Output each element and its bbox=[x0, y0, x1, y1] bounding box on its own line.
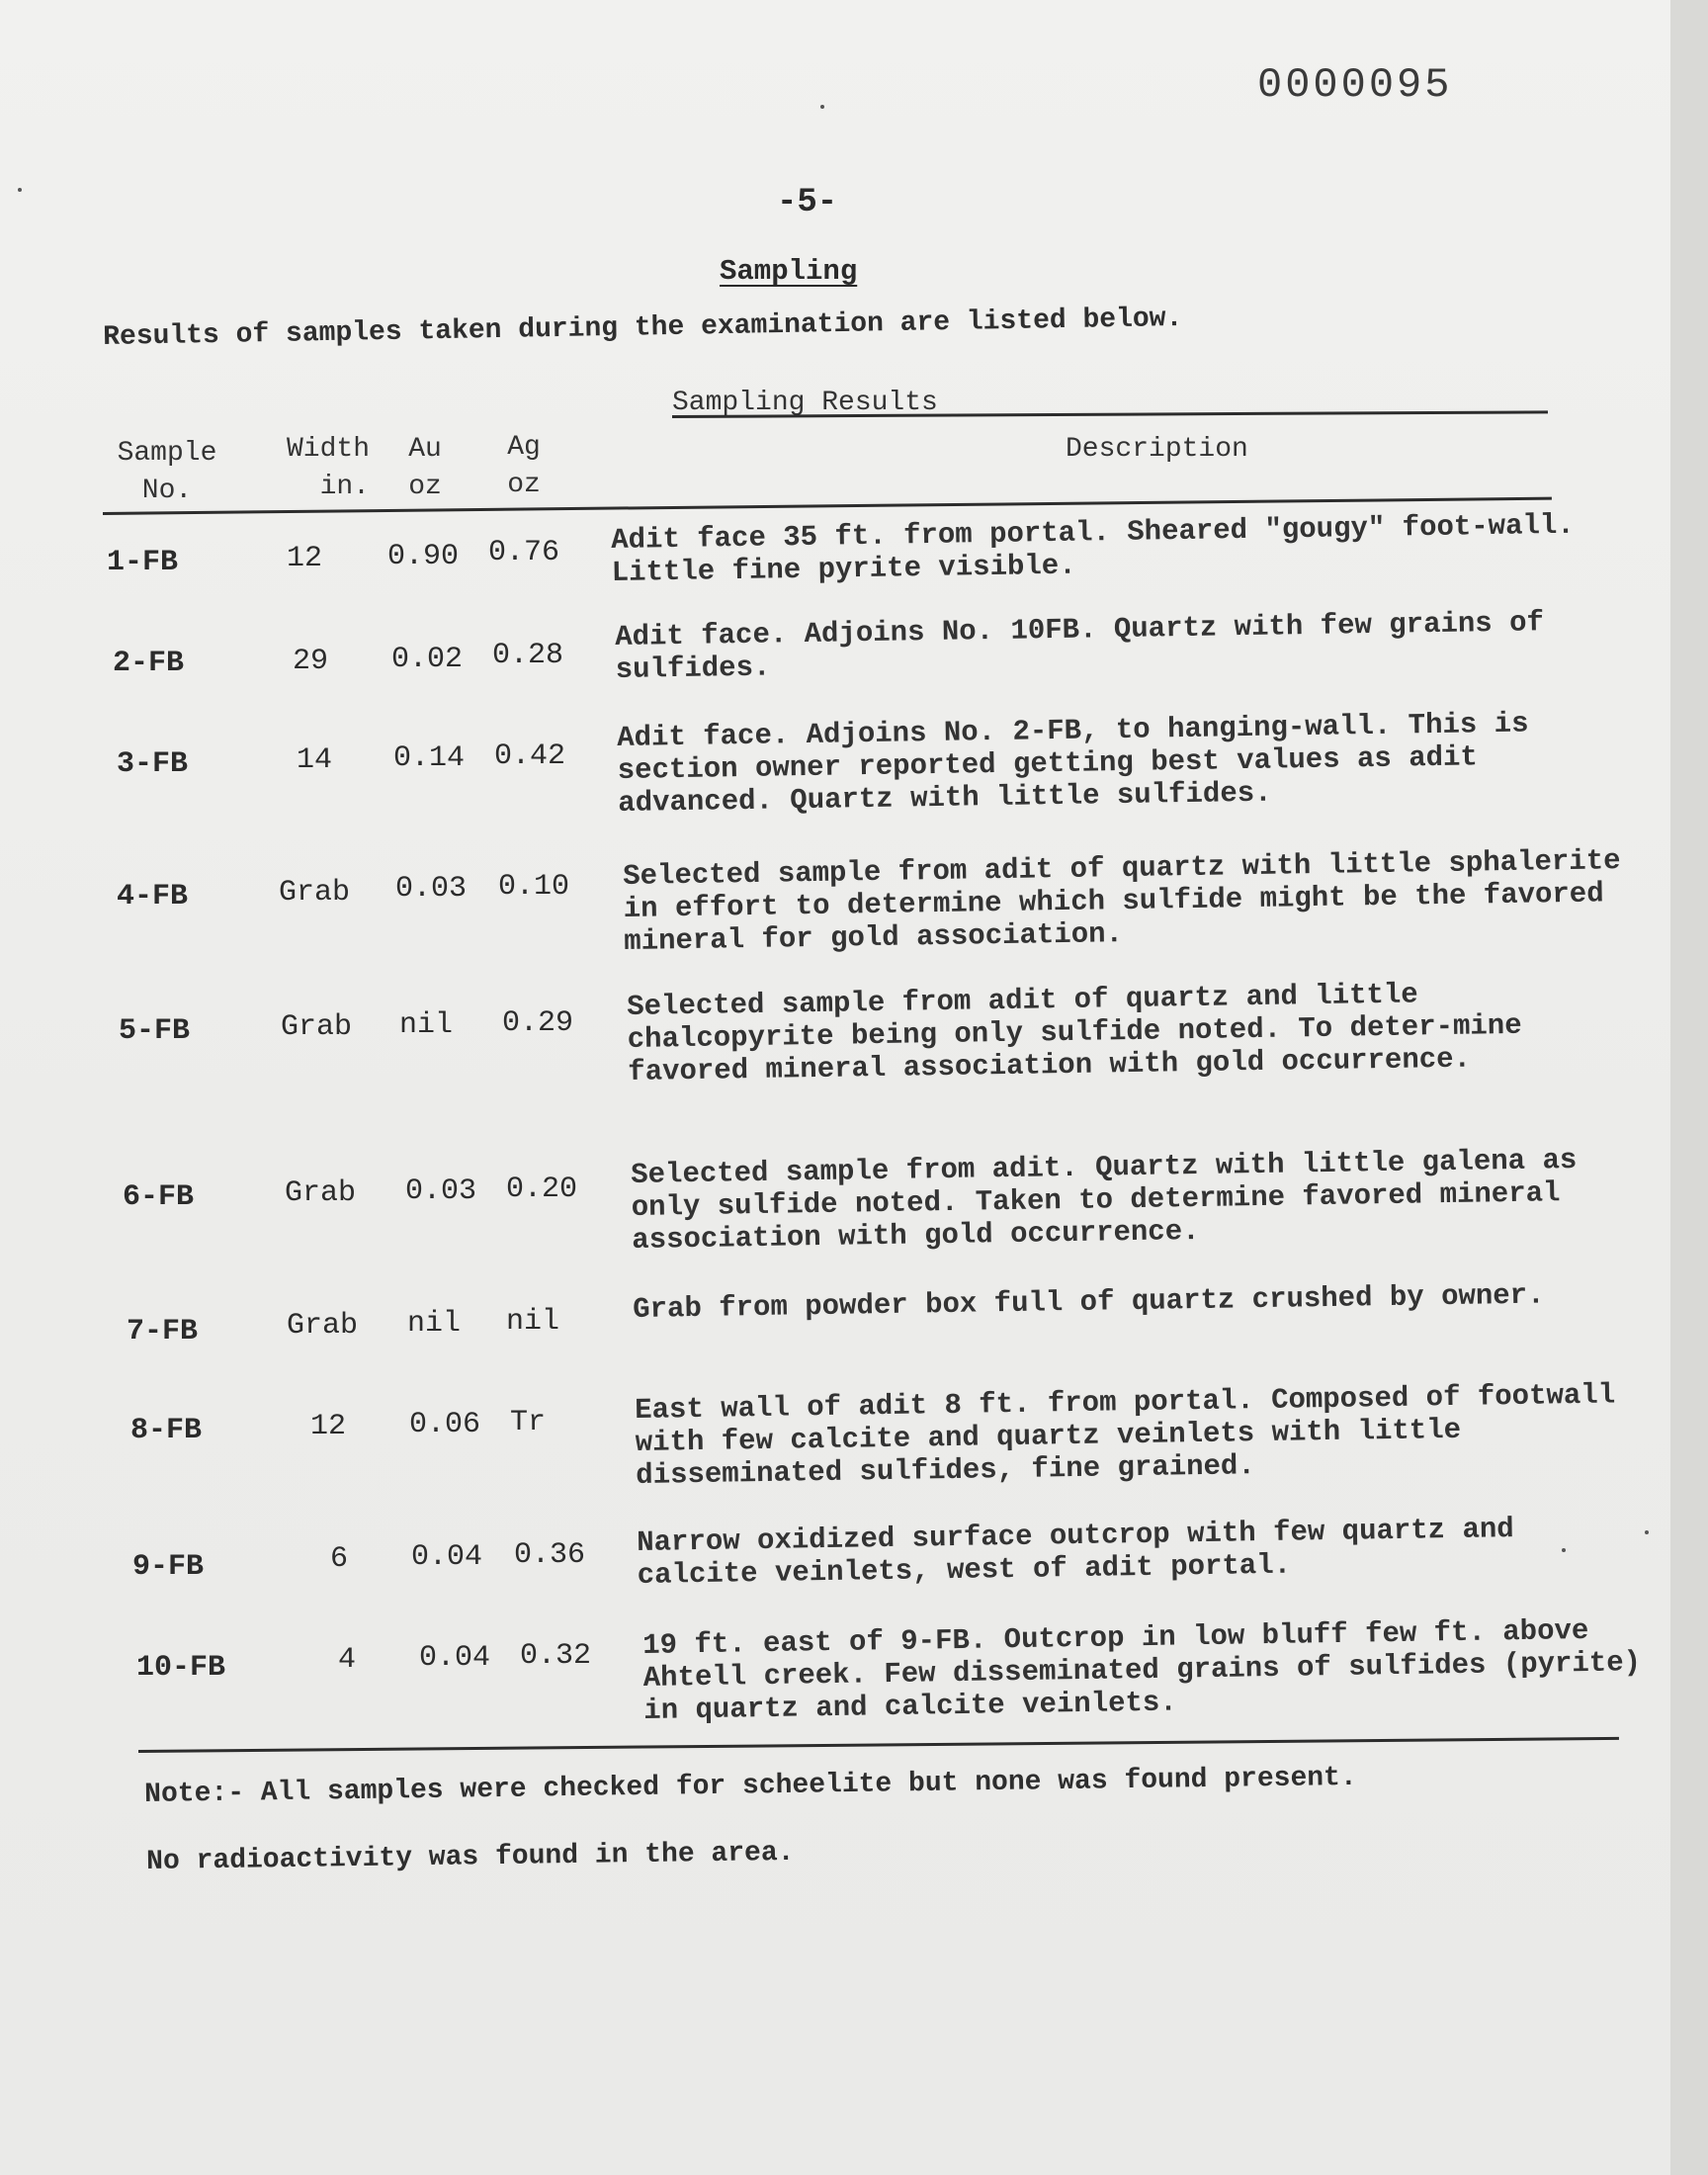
scan-speck bbox=[820, 105, 824, 109]
sample-width: 14 bbox=[297, 743, 333, 777]
header-description: Description bbox=[1066, 434, 1248, 465]
sample-description: Adit face. Adjoins No. 2-FB, to hanging-wall. This is section owner reported getting best values as adit advanced. Quartz with little sulfides. bbox=[617, 707, 1529, 820]
sample-number: 6-FB bbox=[123, 1180, 195, 1214]
sample-number: 4-FB bbox=[117, 880, 189, 914]
sample-number: 7-FB bbox=[127, 1315, 199, 1348]
scan-speck bbox=[18, 188, 22, 192]
sample-au: 0.90 bbox=[387, 540, 460, 573]
sample-ag: Tr bbox=[510, 1406, 547, 1439]
header-sample-line1: Sample bbox=[117, 438, 217, 469]
sample-ag: 0.32 bbox=[520, 1639, 592, 1673]
table-bottom-rule bbox=[138, 1737, 1619, 1753]
sample-width: 12 bbox=[310, 1410, 347, 1443]
sample-au: nil bbox=[407, 1307, 462, 1341]
sample-description: Adit face 35 ft. from portal. Sheared "gougy" foot-wall. Little fine pyrite visible. bbox=[611, 508, 1575, 589]
header-au-line2: oz bbox=[408, 472, 442, 502]
sample-width: Grab bbox=[285, 1176, 357, 1210]
document-number: 0000095 bbox=[1257, 61, 1453, 109]
sample-ag: 0.76 bbox=[488, 536, 560, 569]
header-width bbox=[261, 431, 370, 506]
sample-ag: 0.28 bbox=[492, 639, 564, 672]
scan-speck bbox=[1645, 1530, 1649, 1534]
sample-number: 2-FB bbox=[113, 647, 185, 680]
sample-ag: 0.42 bbox=[494, 740, 566, 773]
header-ag-line1: Ag bbox=[507, 432, 541, 463]
page-number: -5- bbox=[777, 184, 838, 221]
sample-description: Adit face. Adjoins No. 10FB. Quartz with few grains of sulfides. bbox=[615, 606, 1545, 686]
sample-number: 10-FB bbox=[136, 1651, 226, 1685]
sample-width: Grab bbox=[281, 1010, 353, 1044]
sample-au: 0.06 bbox=[409, 1408, 481, 1441]
header-width-line1: Width bbox=[286, 434, 370, 465]
header-ag-line2: oz bbox=[507, 470, 541, 500]
note-radioactivity: No radioactivity was found in the area. bbox=[146, 1837, 795, 1877]
sample-number: 3-FB bbox=[117, 747, 189, 781]
sample-number: 9-FB bbox=[132, 1550, 205, 1584]
header-sample-no bbox=[103, 435, 231, 510]
sample-description: Selected sample from adit of quartz with little sphalerite in effort to determine which sulfide might be the favored mineral for gold association. bbox=[623, 844, 1621, 958]
sample-description: Selected sample from adit. Quartz with little galena as only sulfide noted. Taken to determine favored mineral association with gold occurrence. bbox=[631, 1143, 1578, 1257]
sample-au: 0.14 bbox=[393, 741, 466, 775]
sample-au: 0.03 bbox=[405, 1174, 477, 1208]
sample-width: 29 bbox=[293, 645, 329, 678]
scan-edge bbox=[1670, 0, 1708, 2175]
sample-description: 19 ft. east of 9-FB. Outcrop in low bluff few ft. above Ahtell creek. Few disseminated grains of sulfides (pyrite) in quartz and calcite veinlets. bbox=[642, 1613, 1642, 1727]
sample-ag: 0.29 bbox=[502, 1006, 574, 1040]
sample-number: 5-FB bbox=[119, 1014, 191, 1048]
sample-width: 4 bbox=[338, 1643, 357, 1677]
sample-description: Narrow oxidized surface outcrop with few quartz and calcite veinlets, west of adit portal. bbox=[637, 1513, 1514, 1592]
sample-ag: 0.20 bbox=[506, 1173, 578, 1206]
sample-au: 0.02 bbox=[391, 643, 464, 676]
intro-text: Results of samples taken during the examination are listed below. bbox=[103, 303, 1183, 353]
sample-width: Grab bbox=[287, 1309, 359, 1343]
sample-ag: 0.10 bbox=[498, 870, 570, 904]
note-scheelite: Note:- All samples were checked for scheelite but none was found present. bbox=[144, 1762, 1357, 1810]
sample-width: 12 bbox=[287, 542, 323, 575]
header-ag bbox=[494, 429, 554, 504]
sample-number: 1-FB bbox=[107, 546, 179, 579]
sample-au: 0.04 bbox=[411, 1540, 483, 1574]
sample-ag: nil bbox=[506, 1305, 560, 1339]
sample-description: East wall of adit 8 ft. from portal. Composed of footwall with few calcite and quartz veinlets with little disseminated sulfides, fine grained. bbox=[635, 1378, 1616, 1492]
sample-au: 0.03 bbox=[395, 872, 468, 906]
header-au-line1: Au bbox=[408, 434, 442, 465]
sample-number: 8-FB bbox=[130, 1414, 203, 1447]
sample-width: Grab bbox=[279, 876, 351, 910]
sample-description: Grab from powder box full of quartz crushed by owner. bbox=[633, 1278, 1545, 1326]
sample-au: nil bbox=[399, 1008, 454, 1042]
sample-description: Selected sample from adit of quartz and little chalcopyrite being only sulfide noted. To deter-mine favored mineral association with gold occurrence. bbox=[627, 978, 1522, 1088]
table-title: Sampling Results bbox=[672, 388, 938, 418]
sample-ag: 0.36 bbox=[514, 1538, 586, 1572]
sample-width: 6 bbox=[330, 1542, 349, 1576]
section-heading: Sampling bbox=[720, 255, 858, 288]
header-width-line2: in. bbox=[319, 472, 370, 502]
header-sample-line2: No. bbox=[141, 476, 193, 506]
sample-au: 0.04 bbox=[419, 1641, 491, 1675]
header-au bbox=[395, 431, 455, 506]
